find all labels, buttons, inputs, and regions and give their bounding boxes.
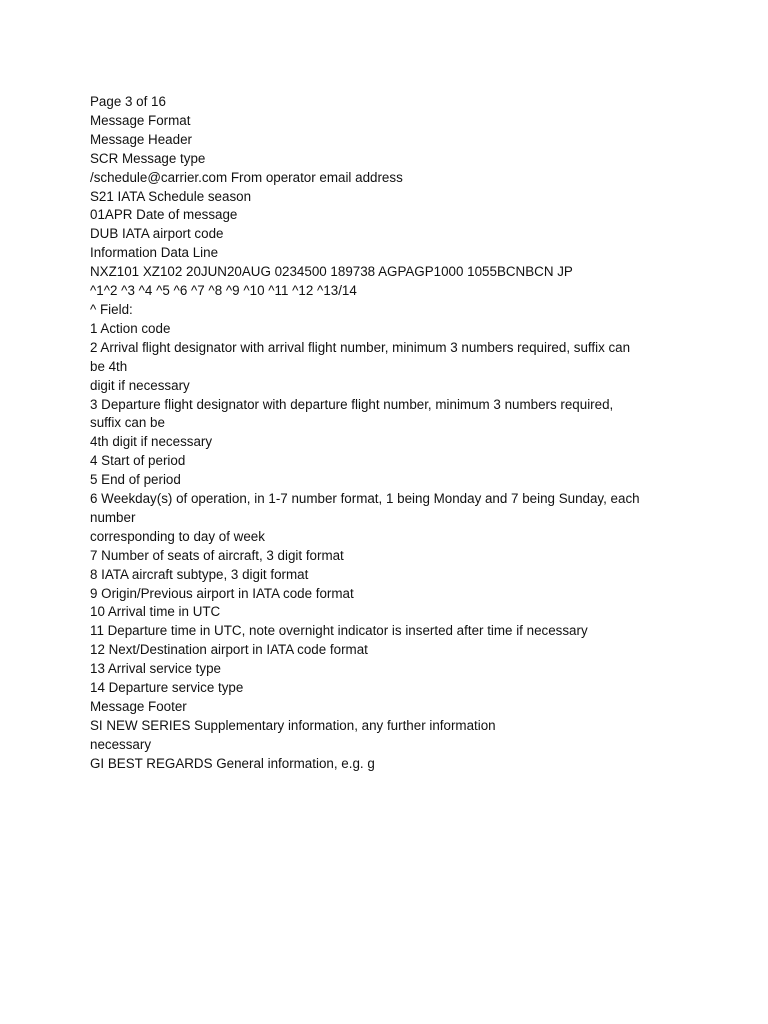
field-item-continuation: corresponding to day of week — [90, 528, 265, 544]
header-line-airport: DUB IATA airport code — [90, 226, 224, 242]
footer-line-continuation: necessary — [90, 736, 152, 752]
field-list-heading: ^ Field: — [90, 301, 133, 317]
field-item-continuation: 4th digit if necessary — [90, 434, 213, 450]
section-heading-message-header: Message Header — [90, 131, 192, 147]
field-item-continuation: suffix can be — [90, 415, 165, 431]
field-item-continuation: number — [90, 509, 136, 525]
field-item: 12 Next/Destination airport in IATA code format — [90, 642, 368, 658]
field-item: 2 Arrival flight designator with arrival flight number, minimum 3 numbers required, suffix can — [90, 339, 631, 355]
field-item: 10 Arrival time in UTC — [90, 604, 221, 620]
section-heading-message-format: Message Format — [90, 112, 191, 128]
field-item: 14 Departure service type — [90, 680, 244, 696]
header-line-date: 01APR Date of message — [90, 207, 238, 223]
section-heading-message-footer: Message Footer — [90, 699, 187, 714]
footer-line-supplementary: SI NEW SERIES Supplementary information, any further information — [90, 717, 496, 733]
header-line-email: /schedule@carrier.com From operator email address — [90, 169, 403, 185]
section-heading-information-data-line: Information Data Line — [90, 245, 219, 261]
field-item: 11 Departure time in UTC, note overnight indicator is inserted after time if necessary — [90, 623, 588, 639]
field-item: 5 End of period — [90, 472, 181, 488]
field-item: 1 Action code — [90, 320, 171, 336]
header-line-message-type: SCR Message type — [90, 150, 206, 166]
field-item: 4 Start of period — [90, 453, 186, 469]
data-line-field-markers: ^1^2 ^3 ^4 ^5 ^6 ^7 ^8 ^9 ^10 ^11 ^12 ^13/14 — [90, 283, 357, 299]
field-item: 8 IATA aircraft subtype, 3 digit format — [90, 566, 309, 582]
field-item: 7 Number of seats of aircraft, 3 digit format — [90, 547, 344, 563]
field-item: 9 Origin/Previous airport in IATA code format — [90, 585, 354, 601]
field-item: 6 Weekday(s) of operation, in 1-7 number format, 1 being Monday and 7 being Sunday, each — [90, 491, 640, 507]
field-item: 3 Departure flight designator with departure flight number, minimum 3 numbers required, — [90, 396, 614, 412]
field-item-continuation: digit if necessary — [90, 377, 190, 393]
field-item: 13 Arrival service type — [90, 661, 221, 677]
document-page — [90, 93, 690, 774]
header-line-season: S21 IATA Schedule season — [90, 188, 252, 204]
field-item-continuation: be 4th — [90, 358, 128, 374]
footer-line-general-info: GI BEST REGARDS General information, e.g. g — [90, 755, 375, 771]
data-line-example: NXZ101 XZ102 20JUN20AUG 0234500 189738 AGPAGP1000 1055BCNBCN JP — [90, 264, 573, 280]
page-number: Page 3 of 16 — [90, 94, 166, 109]
